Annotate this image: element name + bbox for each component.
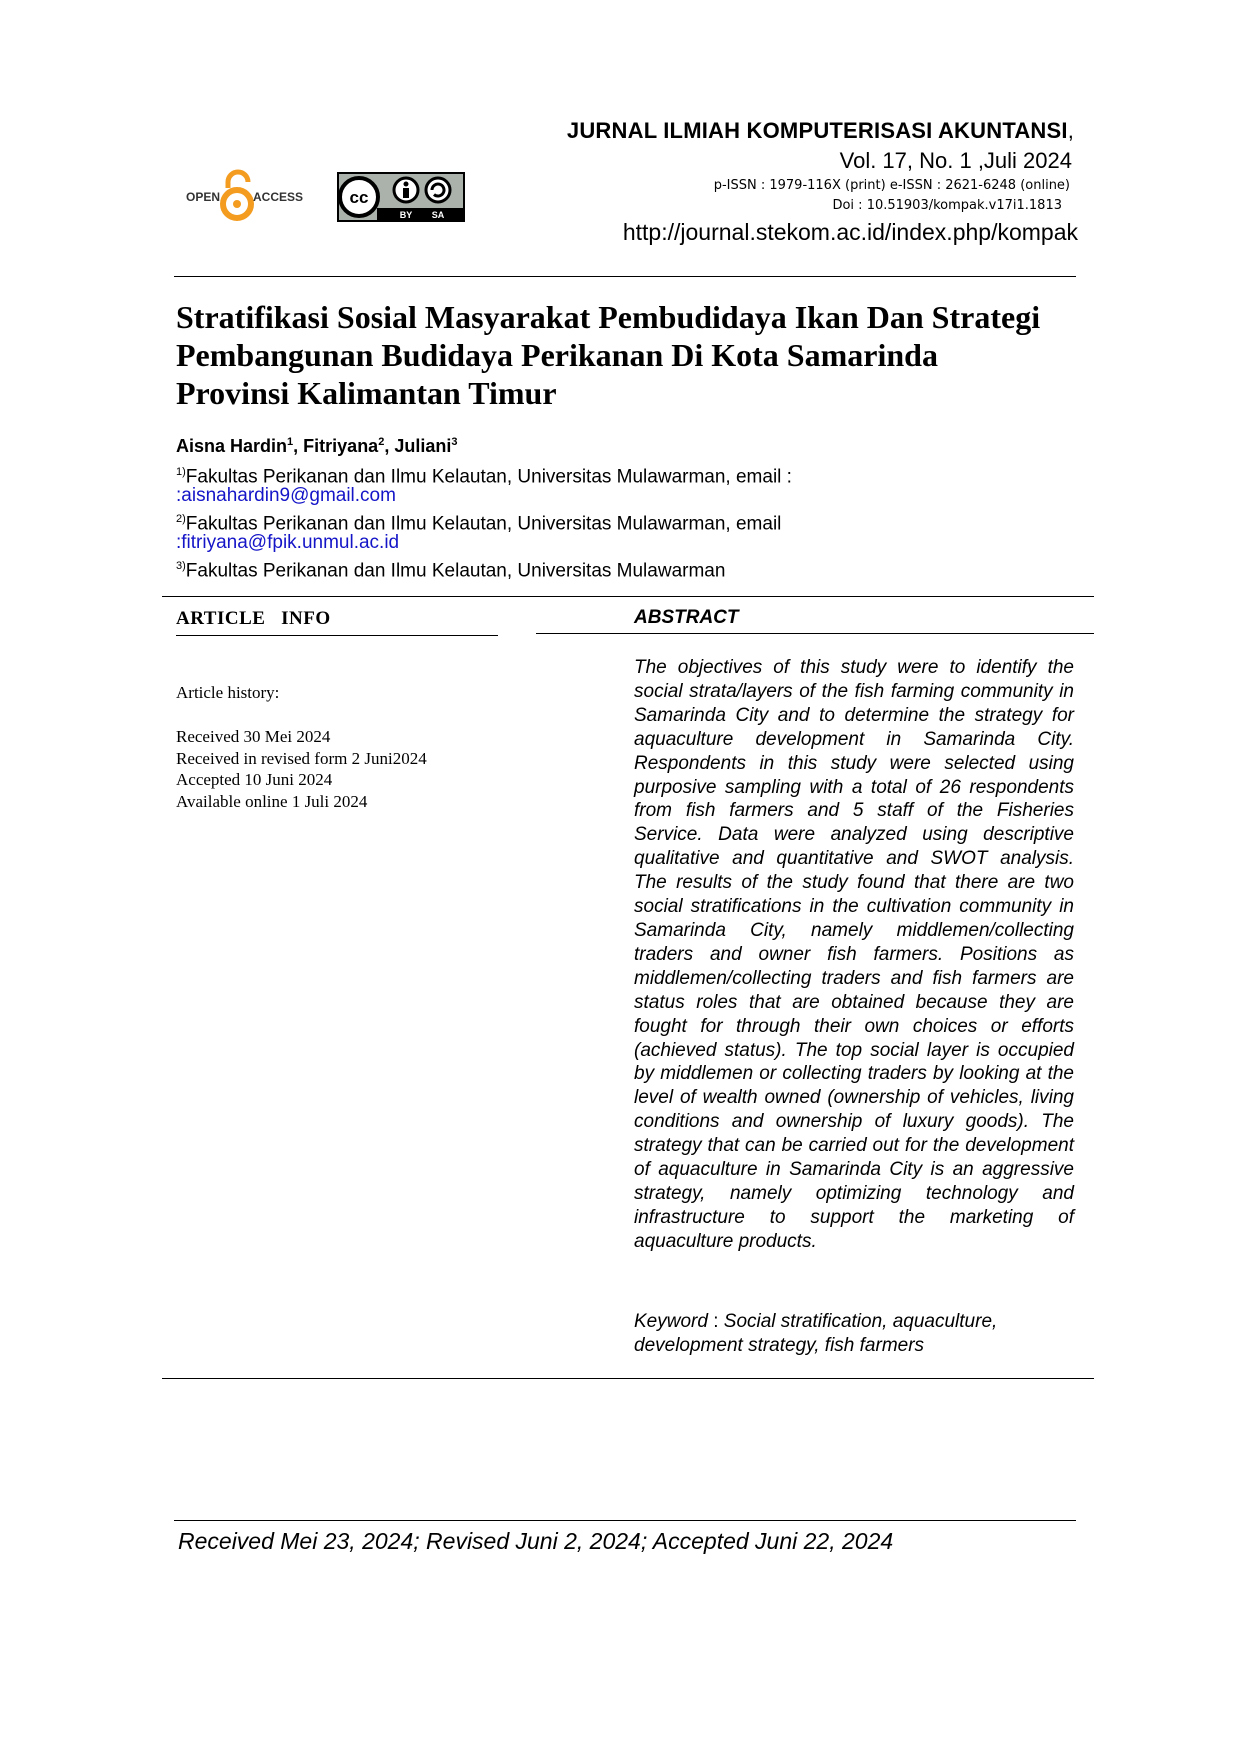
paper-title-line-1: Stratifikasi Sosial Masyarakat Pembudidaya Ikan Dan Strategi bbox=[176, 299, 1041, 335]
paper-title bbox=[176, 298, 1086, 412]
affiliation-2-email-link[interactable]: :fitriyana@fpik.unmul.ac.id bbox=[176, 532, 400, 553]
author-name: Aisna Hardin bbox=[176, 436, 288, 456]
author-name: Juliani bbox=[394, 436, 452, 456]
author-name: Fitriyana bbox=[303, 436, 379, 456]
paper-title-line-3: Provinsi Kalimantan Timur bbox=[176, 375, 557, 411]
affiliation-1-email-link[interactable]: :aisnahardin9@gmail.com bbox=[176, 485, 396, 506]
affiliation-2: $^{2)}$Fakultas Perikanan dan Ilmu Kelautan, Universitas Mulawarman, email bbox=[176, 513, 782, 535]
author-affil-number: 1 bbox=[287, 436, 294, 448]
license-sa-label: SA bbox=[431, 210, 445, 220]
history-online: Available online 1 Juli 2024 bbox=[176, 791, 368, 811]
license-by-label: BY bbox=[399, 210, 413, 220]
journal-url-link[interactable]: http://journal.stekom.ac.id/index.php/kompak bbox=[622, 219, 1078, 245]
keywords: Keyword : Social stratification, aquaculture, development strategy, fish farmers bbox=[634, 1311, 998, 1356]
cc-by-sa-license-icon bbox=[337, 172, 465, 222]
history-received: Received 30 Mei 2024 bbox=[176, 727, 331, 746]
abstract-text: The objectives of this study were to identify the social strata/layers of the fish farming community in Samarinda City and to determine the strategy for aquaculture development in Samarinda City. Respondents in this study were selected using purposive sampling with a total of 26 respondents from fish farmers and 5 staff of the Fisheries Service. Data were analyzed using descriptive qualitative and quantitative and SWOT analysis. The results of the study found that there are two social stratifications in the cultivation community in Samarinda City, namely middlemen/collecting traders and owner fish farmers. Positions as middlemen/collecting traders and fish farmers are status roles that are obtained because they are fought for through their own choices or efforts (achieved status). The top social layer is occupied by middlemen or collecting traders by looking at the level of wealth owned (ownership of vehicles, living conditions and ownership of luxury goods). The strategy that can be carried out for the development of aquaculture in Samarinda City is an aggressive strategy, namely optimizing technology and infrastructure to support the marketing of aquaculture products. bbox=[634, 657, 1074, 1252]
journal-doi: Doi : 10.51903/kompak.v17i1.1813 bbox=[832, 198, 1062, 213]
open-access-logo bbox=[186, 168, 316, 224]
author-list: Aisna Hardin$^1$, Fitriyana$^2$, Juliani$^3$ bbox=[176, 436, 458, 456]
article-info-heading: ARTICLE INFO bbox=[176, 608, 331, 629]
svg-text:cc: cc bbox=[349, 188, 369, 207]
journal-issn: p-ISSN : 1979-116X (print) e-ISSN : 2621-6248 (online) bbox=[713, 178, 1070, 193]
affiliation-1: $^{1)}$Fakultas Perikanan dan Ilmu Kelautan, Universitas Mulawarman, email : bbox=[176, 466, 792, 488]
affiliation-divider bbox=[162, 596, 1094, 597]
article-info-divider bbox=[176, 635, 498, 636]
article-history-label: Article history: bbox=[176, 683, 280, 702]
journal-volume: Vol. 17, No. 1 ,Juli 2024 bbox=[839, 148, 1072, 173]
article-history-list bbox=[176, 726, 427, 812]
paper-title-line-2: Pembangunan Budidaya Perikanan Di Kota Samarinda bbox=[176, 337, 938, 373]
footer-divider bbox=[174, 1520, 1076, 1521]
footer-dates: Received Mei 23, 2024; Revised Juni 2, 2024; Accepted Juni 22, 2024 bbox=[178, 1528, 894, 1554]
journal-name: JURNAL ILMIAH KOMPUTERISASI AKUNTANSI, bbox=[566, 118, 1074, 143]
open-access-text-right: ACCESS bbox=[253, 190, 304, 204]
header-divider bbox=[174, 276, 1076, 277]
affiliation-3: $^{3)}$Fakultas Perikanan dan Ilmu Kelautan, Universitas Mulawarman bbox=[176, 560, 726, 582]
abstract-end-divider bbox=[162, 1378, 1094, 1379]
keyword-list: Social stratification, aquaculture, development strategy, fish farmers bbox=[634, 1311, 998, 1356]
abstract-divider bbox=[536, 633, 1094, 634]
history-revised: Received in revised form 2 Juni2024 bbox=[176, 748, 427, 768]
keyword-label: Keyword bbox=[634, 1311, 708, 1332]
abstract-heading: ABSTRACT bbox=[634, 607, 739, 628]
open-access-text-left: OPEN bbox=[186, 190, 221, 204]
author-affil-number: 3 bbox=[451, 436, 458, 448]
history-accepted: Accepted 10 Juni 2024 bbox=[176, 770, 333, 789]
open-lock-icon bbox=[223, 172, 251, 218]
author-affil-number: 2 bbox=[378, 436, 385, 448]
